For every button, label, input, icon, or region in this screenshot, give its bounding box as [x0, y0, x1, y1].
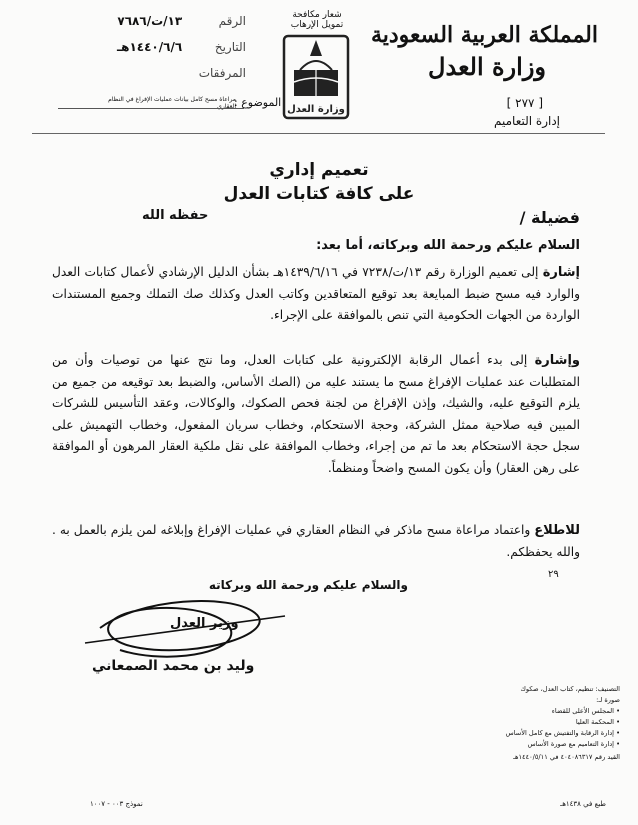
- header-divider: [32, 133, 605, 134]
- ministry-name: وزارة العدل: [428, 52, 546, 81]
- number-field: [16, 14, 246, 28]
- paragraph-lead: وإشارة: [534, 353, 580, 368]
- paragraph-lead: إشارة: [542, 265, 581, 280]
- paragraph-lead: للاطلاع: [534, 523, 580, 538]
- footer-print-note: طبع في ١٤٣٨هـ: [560, 800, 606, 808]
- paragraph-3: [52, 520, 580, 563]
- ministry-logo: [280, 26, 352, 122]
- paragraph-1: [52, 262, 580, 327]
- number-label: الرقم: [218, 14, 246, 28]
- attachments-label: المرفقات: [198, 66, 246, 80]
- addressee: فضيلة /: [519, 208, 580, 227]
- date-label: التاريخ: [214, 40, 246, 54]
- distribution-item: القيد رقم ٤٠٤٠٨٦٣١٧ في ١٤٤٠/٥/١١هـ: [513, 753, 620, 761]
- distribution-item: • المجلس الأعلى للقضاء: [551, 707, 620, 715]
- distribution-item: • المحكمة العليا: [575, 718, 620, 726]
- signatory-title: وزير العدل: [170, 616, 239, 631]
- distribution-item: • إدارة التعاميم مع صورة الأساس: [527, 740, 620, 748]
- margin-note: ٢٩: [548, 569, 559, 580]
- distribution-item: • إدارة الرقابة والتفتيش مع كامل الأساس: [505, 729, 620, 737]
- department-name: إدارة التعاميم: [494, 114, 560, 128]
- number-value: ١٣/ت/٧٦٨٦: [117, 14, 183, 28]
- document-subtitle: على كافة كتابات العدل: [223, 184, 415, 204]
- subject-label: الموضوع :: [234, 96, 282, 109]
- attachments-field: [16, 66, 246, 80]
- subject-underline: [58, 108, 244, 109]
- greeting: السلام عليكم ورحمة الله وبركاته، أما بعد:: [316, 238, 580, 253]
- kingdom-name: المملكة العربية السعودية: [370, 22, 598, 48]
- subject-value: مراعاة مسح كامل بيانات عمليات الإفراغ في النظام العقاري: [108, 96, 236, 110]
- signatory-name: وليد بن محمد الصمعاني: [92, 658, 255, 674]
- closing-greeting: والسلام عليكم ورحمة الله وبركاته: [208, 578, 408, 592]
- footer-form-number: نموذج ٠٠٣ - ١٠٠٧: [90, 800, 143, 808]
- document-title: تعميم إداري: [269, 160, 369, 180]
- logo-text: وزارة العدل: [287, 104, 345, 115]
- date-field: [16, 40, 246, 54]
- distribution-item: التصنيف: تنظيم، كتاب العدل، صكوك: [520, 685, 620, 693]
- paragraph-text: إلى بدء أعمال الرقابة الإلكترونية على كتابات العدل، وما نتج عنها من توصيات وأن من المتطلبات عند عمليات الإفراغ مسح ما يستند عليه من (الصك الأساس، والضبط بعد توقيعه من جميع من يلزم التوقيع عليه، والشيك، وإذن الإفراغ من لجنة فحص الصكوك، والوكالات، وعقد التأسيس للشركات المبين فيه صلاحية ممثل الشركة، وحجة الاستحكام، وخطاب سريان المفعول، وخطاب التهميش على سجل حجة الاستحكام بعد ما تم من إجراء، وخطاب الموافقة على نقل ملكية العقار المرهون أو الموافقة على رهن العقار) وأن يكون المسح واضحاً ومنظماً.: [52, 353, 580, 475]
- distribution-item: صورة لـ:: [596, 696, 620, 704]
- paragraph-text: واعتماد مراعاة مسح ماذكر في النظام العقاري في عمليات الإفراغ وإبلاغه لمن يلزم بالعمل به . والله يحفظكم.: [52, 523, 580, 559]
- logo-caption: شعار مكافحة تمويل الإرهاب: [290, 10, 344, 30]
- honorific: حفظه الله: [142, 208, 209, 223]
- reference-number: [ ٢٧٧ ]: [506, 96, 543, 110]
- paragraph-2: [52, 350, 580, 479]
- paragraph-text: إلى تعميم الوزارة رقم ١٣/ت/٧٢٣٨ في ١٤٣٩/٦/١٦هـ بشأن الدليل الإرشادي لأعمال كتابات العدل والوارد فيه مسح ضبط المبايعة بعد توقيع المتعاقدين وكاتب العدل وكذلك صك التملك وجميع المستندات الواردة من الجهات الحكومية التي تنص بالموافقة على الإجراء.: [52, 265, 580, 322]
- date-value: ١٤٤٠/٦/٦هـ: [117, 40, 183, 54]
